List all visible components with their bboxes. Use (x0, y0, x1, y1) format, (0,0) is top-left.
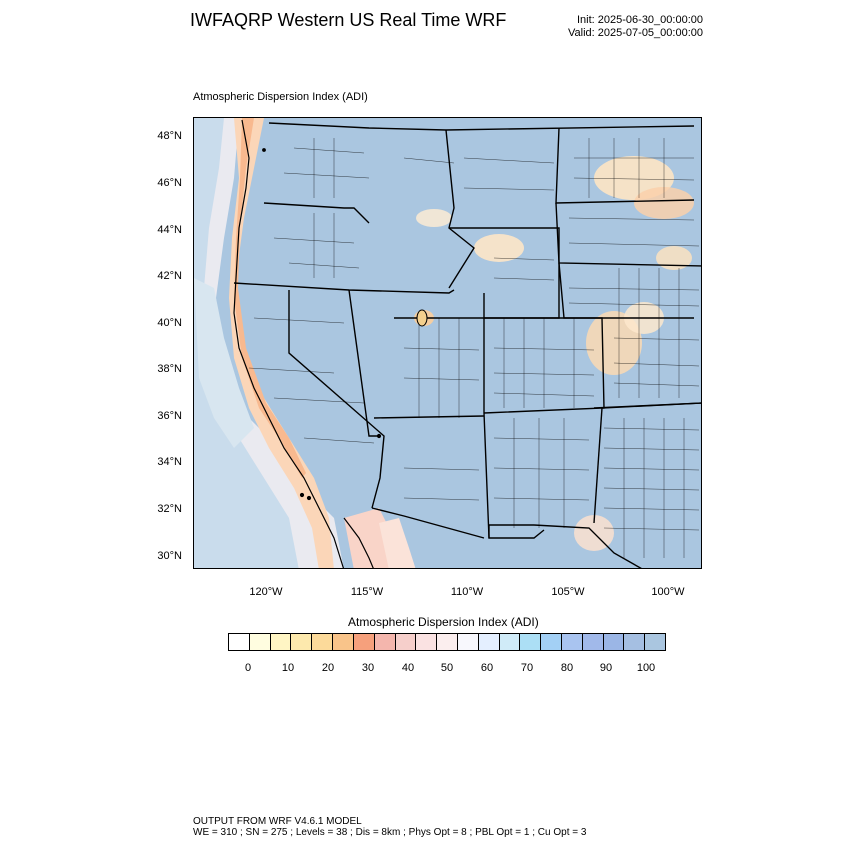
colorbar-swatch (624, 634, 645, 650)
map-canvas (194, 118, 702, 569)
lat-label: 30°N (157, 550, 182, 562)
colorbar-swatch (583, 634, 604, 650)
colorbar-swatch (312, 634, 333, 650)
lon-label: 100°W (651, 586, 685, 598)
colorbar-swatch (229, 634, 250, 650)
colorbar-swatch (291, 634, 312, 650)
colorbar-swatch (520, 634, 541, 650)
colorbar (228, 633, 666, 651)
colorbar-swatch (562, 634, 583, 650)
valid-time: Valid: 2025-07-05_00:00:00 (568, 27, 703, 39)
colorbar-swatch (479, 634, 500, 650)
colorbar-tick-label: 90 (599, 662, 613, 674)
colorbar-swatch (416, 634, 437, 650)
colorbar-swatch (437, 634, 458, 650)
colorbar-swatch (500, 634, 521, 650)
colorbar-tick-label: 40 (401, 662, 415, 674)
colorbar-swatch (375, 634, 396, 650)
lat-label: 44°N (157, 224, 182, 236)
lat-label: 46°N (157, 177, 182, 189)
lon-label: 105°W (551, 586, 585, 598)
page-title: IWFAQRP Western US Real Time WRF (190, 10, 507, 30)
lon-label: 115°W (350, 586, 384, 598)
colorbar-tick-label: 70 (520, 662, 534, 674)
map-panel (193, 117, 702, 569)
colorbar-swatch (458, 634, 479, 650)
lon-label: 110°W (450, 586, 484, 598)
lat-label: 34°N (157, 456, 182, 468)
lat-label: 32°N (157, 503, 182, 515)
init-time: Init: 2025-06-30_00:00:00 (577, 14, 703, 26)
lon-label: 120°W (249, 586, 283, 598)
lat-label: 42°N (157, 270, 182, 282)
lat-label: 38°N (157, 363, 182, 375)
colorbar-swatch (396, 634, 417, 650)
colorbar-tick-label: 0 (244, 662, 252, 674)
colorbar-swatch (604, 634, 625, 650)
colorbar-swatch (271, 634, 292, 650)
colorbar-swatch (250, 634, 271, 650)
colorbar-tick-label: 100 (636, 662, 656, 674)
colorbar-tick-label: 30 (361, 662, 375, 674)
plot-variable-label: Atmospheric Dispersion Index (ADI) (193, 91, 368, 103)
colorbar-swatch (541, 634, 562, 650)
colorbar-title: Atmospheric Dispersion Index (ADI) (348, 615, 539, 629)
colorbar-swatch (354, 634, 375, 650)
lat-label: 36°N (157, 410, 182, 422)
model-info-line-2: WE = 310 ; SN = 275 ; Levels = 38 ; Dis = 8km ; Phys Opt = 8 ; PBL Opt = 1 ; Cu Opt = 3 (193, 827, 587, 838)
colorbar-tick-label: 60 (480, 662, 494, 674)
colorbar-swatch (333, 634, 354, 650)
colorbar-swatch (645, 634, 665, 650)
model-info-line-1: OUTPUT FROM WRF V4.6.1 MODEL (193, 816, 362, 827)
lat-label: 48°N (157, 130, 182, 142)
lat-label: 40°N (157, 317, 182, 329)
colorbar-tick-label: 10 (281, 662, 295, 674)
colorbar-tick-label: 20 (321, 662, 335, 674)
colorbar-tick-label: 80 (560, 662, 574, 674)
colorbar-tick-label: 50 (440, 662, 454, 674)
